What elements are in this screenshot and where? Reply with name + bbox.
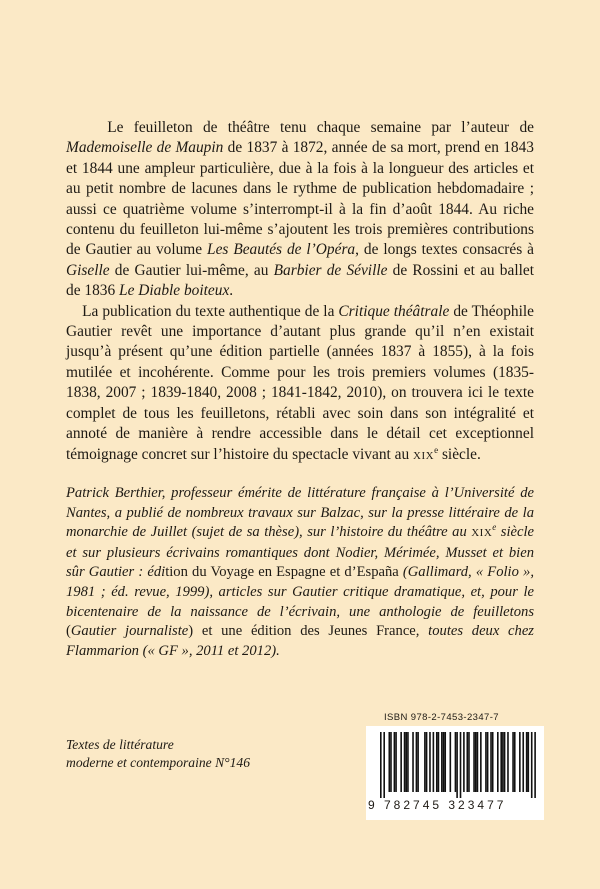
barcode-area	[366, 726, 544, 820]
barcode-bar	[455, 732, 457, 792]
barcode-bar	[468, 732, 470, 792]
title-barbier-de-seville: Barbier de Séville	[273, 261, 388, 279]
barcode-bar	[490, 732, 492, 792]
barcode-bar	[443, 732, 445, 792]
barcode-bar	[383, 732, 385, 798]
author-bio: Patrick Berthier, professeur émérite de littérature française à l’Université de Nantes, a publié de nombreux travaux sur Balzac, sur la presse littéraire de la monarchie de Juillet (sujet de sa thèse), sur l’histoire du théâtre au XIXe siècle et sur plusieurs écrivains romantiques dont Nodier, Mérimée, Musset et bien sûr Gautier : édition du Voyage en Espagne et d’España (Gallimard, « Folio », 1981 ; éd. revue, 1999), articles sur Gautier critique dramatique, et, pour le bicentenaire de la naissance de l’écrivain, une anthologie de feuilletons (Gautier journaliste) et une édition des Jeunes France, toutes deux chez Flammarion (« GF », 2011 et 2012).	[66, 485, 535, 659]
isbn-block	[366, 712, 544, 822]
title-critique-theatrale: Critique théâtrale	[338, 302, 450, 320]
barcode-bar	[405, 732, 407, 792]
title-giselle: Giselle	[66, 261, 110, 279]
barcode-bar	[394, 732, 396, 792]
barcode-bar	[388, 732, 390, 792]
barcode-bar	[380, 732, 382, 798]
barcode-bar	[450, 732, 452, 792]
barcode-bar	[460, 732, 462, 798]
barcode-bar	[514, 732, 516, 792]
barcode-bar	[502, 732, 504, 792]
barcode-bar	[519, 732, 521, 792]
barcode-bar	[526, 732, 528, 792]
barcode-bar	[444, 732, 446, 792]
barcode-bar	[412, 732, 414, 792]
barcode-bar	[531, 732, 533, 798]
book-description	[66, 118, 534, 466]
barcode-bar	[466, 732, 468, 792]
series-line-2: moderne et contemporaine N°146	[66, 755, 251, 770]
barcode-bar	[492, 732, 494, 792]
barcode-bar	[416, 732, 418, 792]
barcode-bar	[429, 732, 431, 792]
barcode-bar	[475, 732, 477, 792]
barcode-bar	[441, 732, 443, 792]
barcode-bar	[528, 732, 530, 792]
barcode-bar	[395, 732, 397, 792]
barcode-bar	[485, 732, 487, 792]
barcode-bar	[480, 732, 482, 792]
barcode-digits: 9 782745 323477	[368, 798, 507, 812]
description-paragraph-1: Le feuilleton de théâtre tenu chaque semaine par l’auteur de Mademoiselle de Maupin de 1837 à 1872, année de sa mort, prend en 1843 et 1844 une ampleur particulière, due à la fois à la longueur des articles et au petit nombre de lacunes dans le rythme de publication hebdomadaire ; aussi ce quatrième volume s’interrompt-il à la fin d’août 1844. Au riche contenu du feuilleton lui-même s’ajoutent les trois premières contributions de Gautier au volume Les Beautés de l’Opéra, de longs textes consacrés à Giselle de Gautier lui-même, au Barbier de Séville de Rossini et au ballet de 1836 Le Diable boiteux.	[66, 119, 534, 300]
series-label	[66, 736, 366, 772]
barcode-bar	[512, 732, 514, 792]
barcode-bar	[433, 732, 435, 792]
barcode-bar	[504, 732, 506, 792]
barcode-bar	[463, 732, 465, 792]
barcode-bar	[477, 732, 479, 792]
isbn-label: ISBN 978-2-7453-2347-7	[384, 712, 499, 723]
barcode-bar	[400, 732, 402, 792]
series-line-1: Textes de littérature	[66, 737, 174, 752]
title-les-beautes-de-l-opera: Les Beautés de l’Opéra	[207, 241, 356, 259]
barcode-bar	[417, 732, 419, 792]
barcode-bar	[534, 732, 536, 798]
barcode-bar	[487, 732, 489, 792]
barcode-bar	[500, 732, 502, 792]
barcode-bar	[522, 732, 524, 792]
barcode-bar	[438, 732, 440, 792]
barcode-bar	[407, 732, 409, 792]
barcode-bar	[473, 732, 475, 792]
description-paragraph-2: La publication du texte authentique de la Critique théâtrale de Théophile Gautier revêt une importance d’autant plus grande qu’il n’en existait jusqu’à présent qu’une édition partielle (années 1837 à 1855), à la fois mutilée et incohérente. Comme pour les trois premiers volumes (1835-1838, 2007 ; 1839-1840, 2008 ; 1841-1842, 2010), on trouvera ici le texte complet de tous les feuilletons, rétabli avec soin dans son intégralité et annoté de manière à rendre accessible dans le détail cet exceptionnel témoignage concret sur l’histoire du spectacle vivant au XIXe siècle.	[66, 302, 534, 463]
barcode-bar	[436, 732, 438, 792]
title-mademoiselle-de-maupin: Mademoiselle de Maupin	[66, 139, 224, 157]
barcode-bar	[456, 732, 458, 798]
title-le-diable-boiteux: Le Diable boiteux	[119, 282, 230, 300]
barcode-bar	[390, 732, 392, 792]
barcode-bar	[426, 732, 428, 792]
barcode-icon	[380, 732, 536, 798]
barcode-bar	[424, 732, 426, 792]
barcode-bar	[404, 732, 406, 792]
barcode-bar	[507, 732, 509, 792]
barcode-bar	[497, 732, 499, 792]
